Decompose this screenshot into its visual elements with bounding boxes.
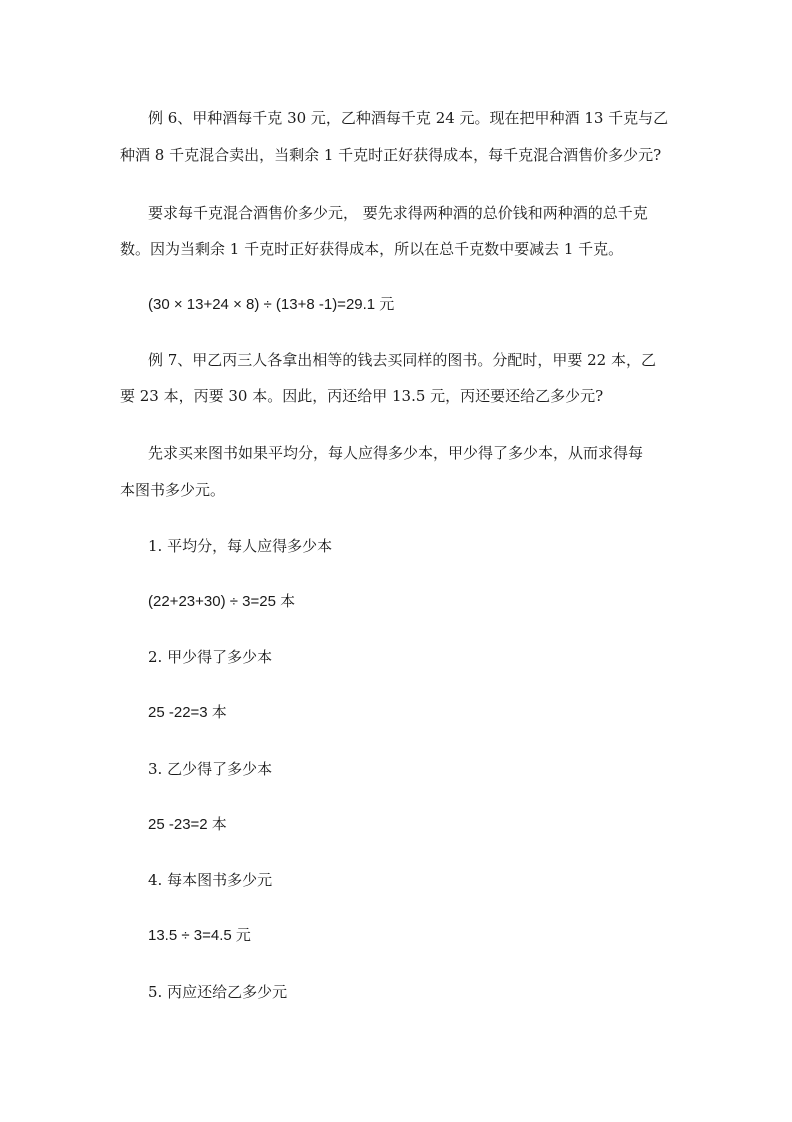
example6-problem-line2: 种酒 8 千克混合卖出，当剩余 1 千克时正好获得成本，每千克混合酒售价多少元? [120,146,662,164]
step-3-label: 3. 乙少得了多少本 [148,760,273,778]
step-1-formula: (22+23+30) ÷ 3=25 本 [148,593,296,610]
step-3-formula: 25 -23=2 本 [148,816,227,833]
example7-problem-line1: 例 7、甲乙丙三人各拿出相等的钱去买同样的图书。分配时，甲要 22 本，乙 [148,351,656,369]
example6-analysis-line1: 要求每千克混合酒售价多少元， 要先求得两种酒的总价钱和两种酒的总千克 [148,204,648,222]
example7-analysis-line2: 本图书多少元。 [120,481,226,499]
step-4-label: 4. 每本图书多少元 [148,871,273,889]
example6-problem-line1: 例 6、甲种酒每千克 30 元，乙种酒每千克 24 元。现在把甲种酒 13 千克与乙 [148,109,669,127]
step-2-formula: 25 -22=3 本 [148,704,227,721]
example6-formula: (30 × 13+24 × 8) ÷ (13+8 -1)=29.1 元 [148,296,395,313]
step-5-label: 5. 丙应还给乙多少元 [148,983,288,1001]
example7-analysis-line1: 先求买来图书如果平均分，每人应得多少本，甲少得了多少本，从而求得每 [148,444,644,462]
example7-problem-line2: 要 23 本，丙要 30 本。因此，丙还给甲 13.5 元，丙还要还给乙多少元? [120,387,604,405]
step-2-label: 2. 甲少得了多少本 [148,648,273,666]
step-4-formula: 13.5 ÷ 3=4.5 元 [148,927,251,944]
example6-analysis-line2: 数。因为当剩余 1 千克时正好获得成本，所以在总千克数中要减去 1 千克。 [120,240,624,258]
step-1-label: 1. 平均分，每人应得多少本 [148,537,333,555]
